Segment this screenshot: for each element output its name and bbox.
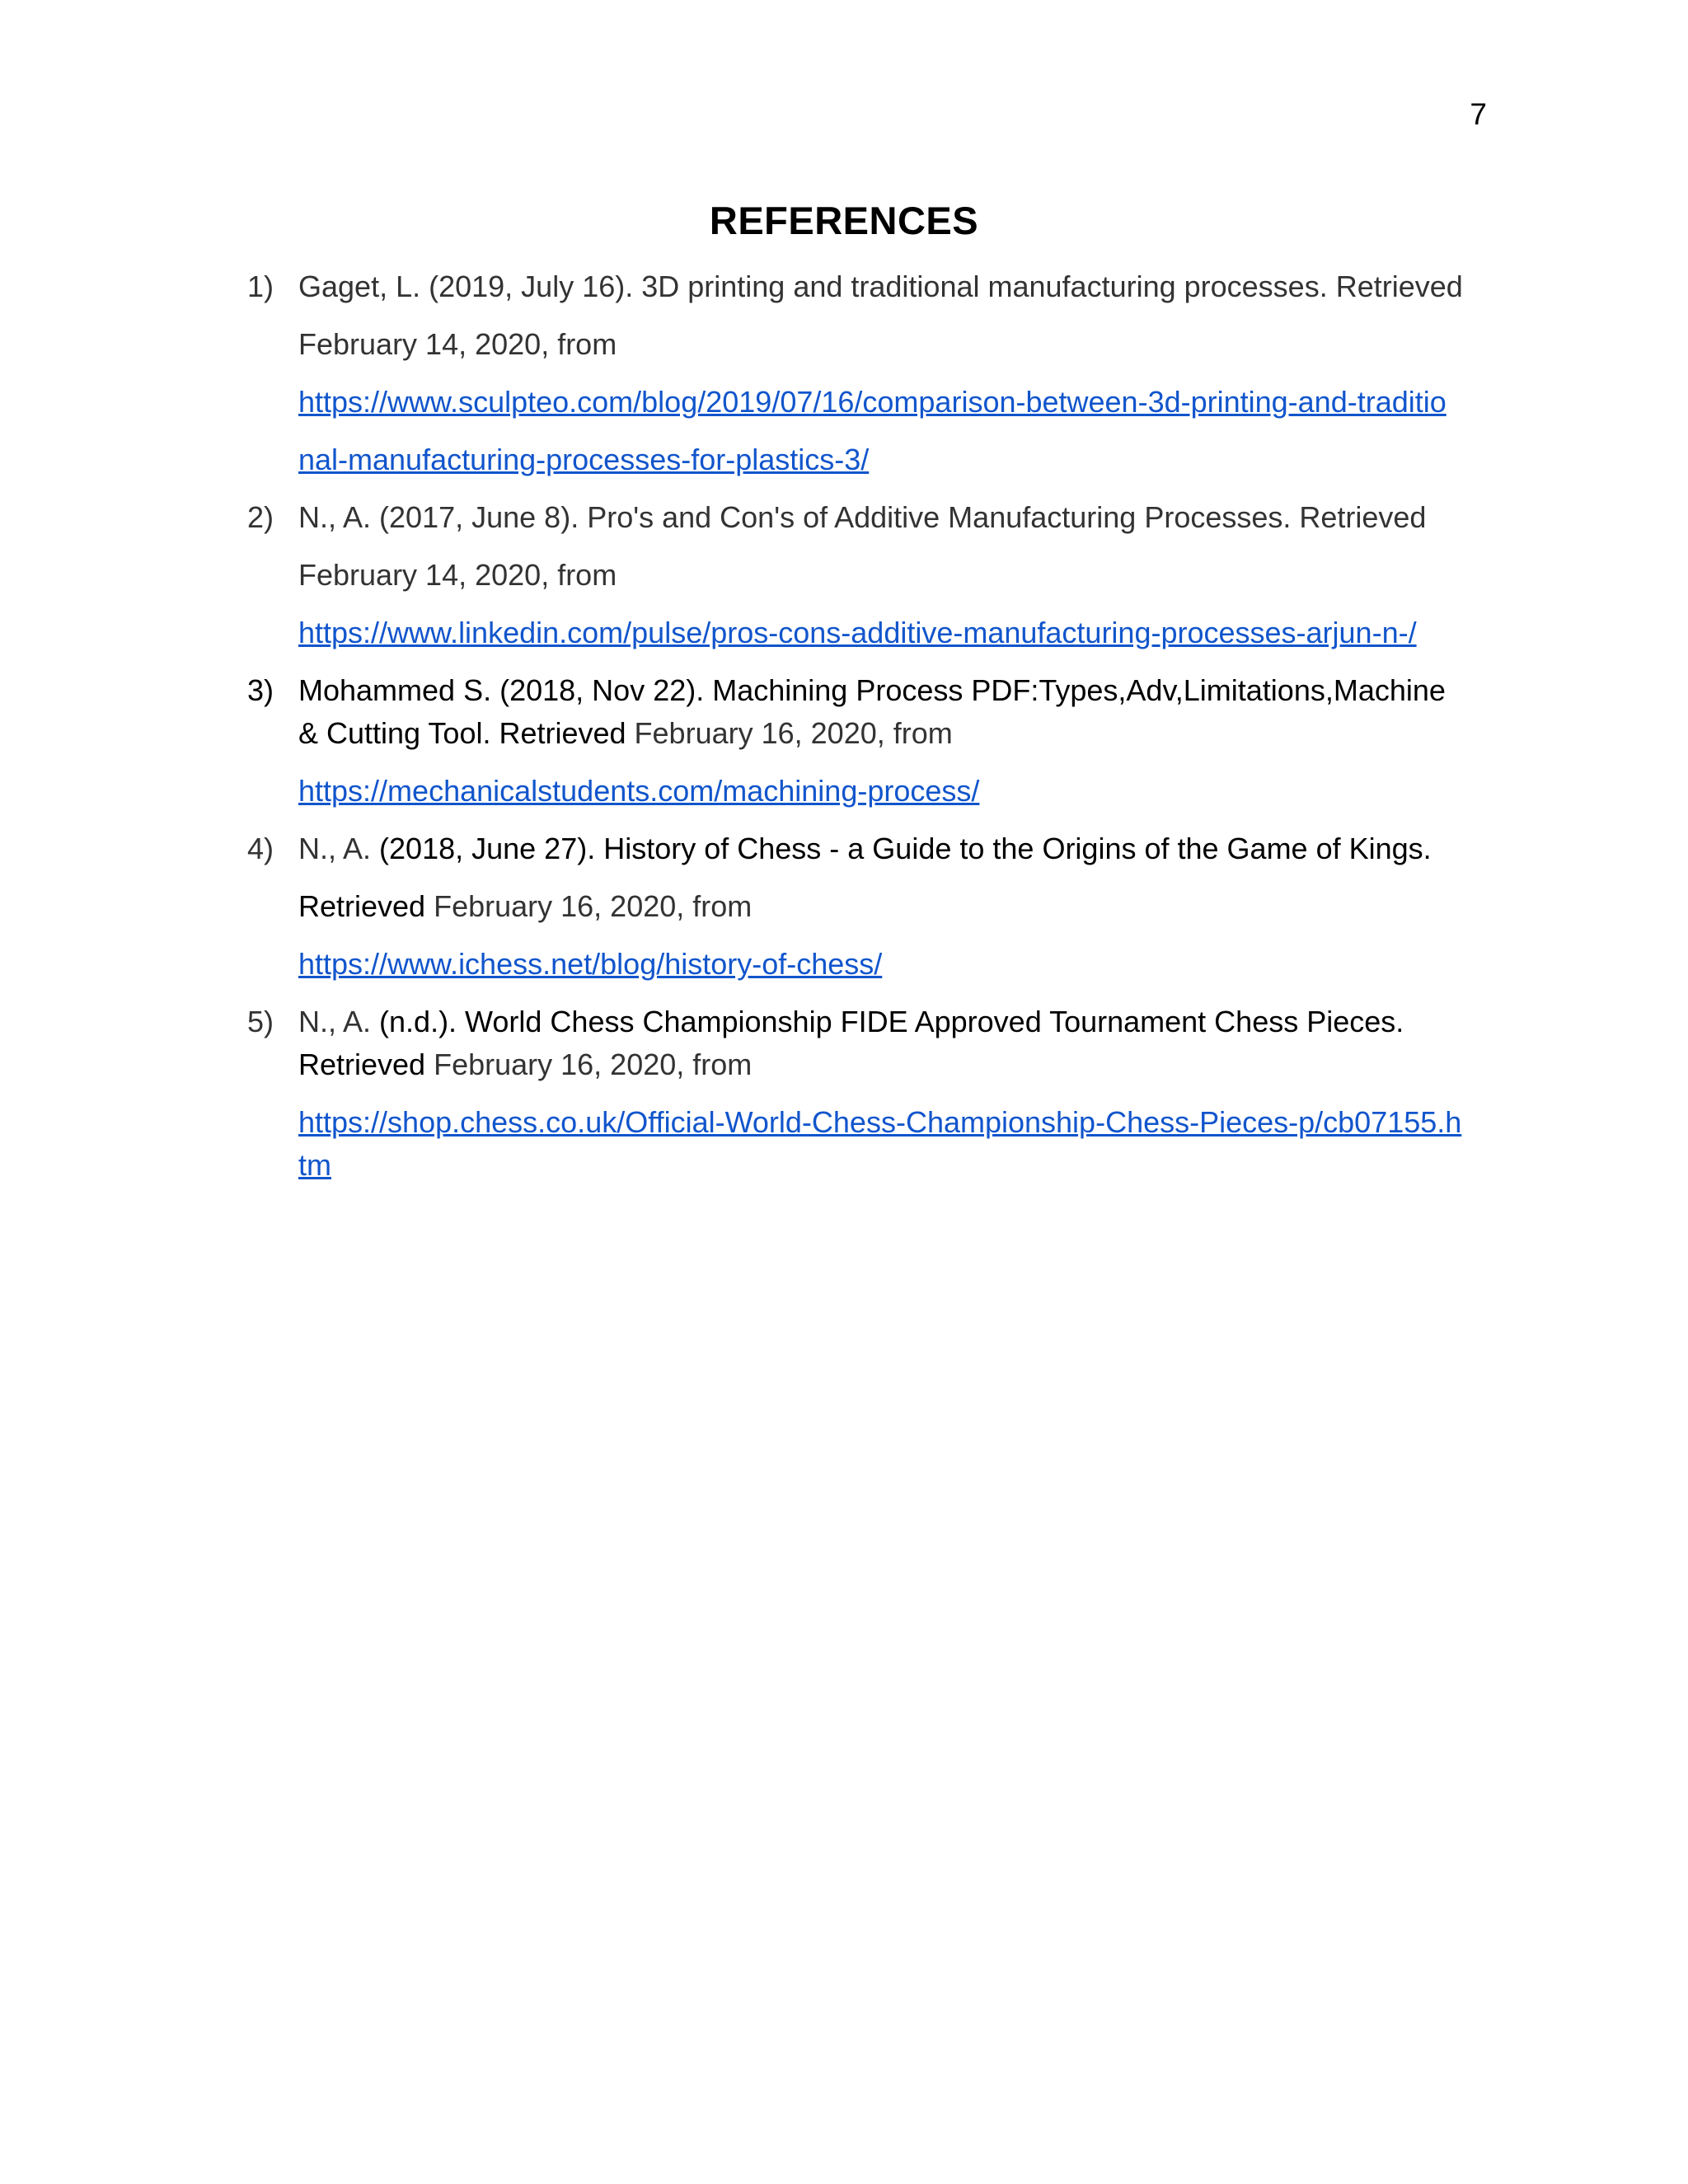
references-heading: REFERENCES <box>709 199 979 242</box>
reference-link[interactable] <box>298 1144 1492 1187</box>
reference-retrieved-text: & Cutting Tool. Retrieved <box>298 716 626 750</box>
reference-text-line: Gaget, L. (2019, July 16). 3D printing and traditional manufacturing processes. Retrieved <box>298 269 1463 303</box>
reference-link[interactable] <box>298 1101 1492 1144</box>
reference-link[interactable] <box>298 770 1492 813</box>
reference-text-line <box>298 1001 1492 1043</box>
reference-retrieved-date: February 16, 2020, from <box>425 1047 753 1081</box>
reference-title-text: (n.d.). World Chess Championship FIDE Approved Tournament Chess Pieces. <box>371 1005 1404 1038</box>
reference-number: 3) <box>247 673 274 707</box>
reference-item-3 <box>247 669 1492 813</box>
reference-number: 2) <box>247 500 274 534</box>
reference-author: N., A. <box>298 1005 372 1038</box>
reference-item-5 <box>247 1001 1492 1187</box>
reference-text-line <box>298 1043 1492 1086</box>
reference-author: N., A. <box>298 832 372 865</box>
reference-retrieved-date: February 16, 2020, from <box>626 716 953 750</box>
reference-item-2 <box>247 496 1492 654</box>
reference-item-1 <box>247 265 1492 481</box>
reference-number: 5) <box>247 1005 274 1038</box>
reference-retrieved-text: Retrieved <box>298 889 426 923</box>
references-list <box>247 265 1492 1202</box>
reference-link[interactable] <box>298 381 1492 424</box>
reference-link-text[interactable]: nal-manufacturing-processes-for-plastics-3/ <box>298 443 870 476</box>
reference-text-line: February 14, 2020, from <box>298 558 617 592</box>
reference-number: 4) <box>247 832 274 865</box>
reference-retrieved-date: February 16, 2020, from <box>425 889 753 923</box>
reference-text-line: Mohammed S. (2018, Nov 22). Machining Process PDF:Types,Adv,Limitations,Machine <box>298 673 1446 707</box>
reference-title-text: (2018, June 27). History of Chess - a Guide to the Origins of the Game of Kings. <box>371 832 1432 865</box>
reference-link[interactable] <box>298 943 1492 986</box>
reference-retrieved-text: Retrieved <box>298 1047 426 1081</box>
reference-item-4 <box>247 827 1492 986</box>
reference-link-text[interactable]: https://www.ichess.net/blog/history-of-chess/ <box>298 947 883 981</box>
reference-text-line: February 14, 2020, from <box>298 327 617 361</box>
reference-link[interactable] <box>298 438 1492 481</box>
reference-link-text[interactable]: https://www.sculpteo.com/blog/2019/07/16/comparison-between-3d-printing-and-traditio <box>298 385 1447 419</box>
reference-link-text[interactable]: https://shop.chess.co.uk/Official-World-Chess-Championship-Chess-Pieces-p/cb07155.h <box>298 1105 1462 1139</box>
reference-link[interactable] <box>298 612 1492 654</box>
reference-text-line: N., A. (2017, June 8). Pro's and Con's of Additive Manufacturing Processes. Retrieved <box>298 500 1427 534</box>
reference-link-text[interactable]: tm <box>298 1148 331 1182</box>
reference-text-line <box>298 827 1492 870</box>
reference-number: 1) <box>247 269 274 303</box>
page-number: 7 <box>1470 97 1487 131</box>
reference-text-line <box>298 712 1492 755</box>
reference-link-text[interactable]: https://mechanicalstudents.com/machining-process/ <box>298 774 980 808</box>
reference-text-line <box>298 885 1492 928</box>
reference-link-text[interactable]: https://www.linkedin.com/pulse/pros-cons-additive-manufacturing-processes-arjun-n-/ <box>298 616 1417 649</box>
